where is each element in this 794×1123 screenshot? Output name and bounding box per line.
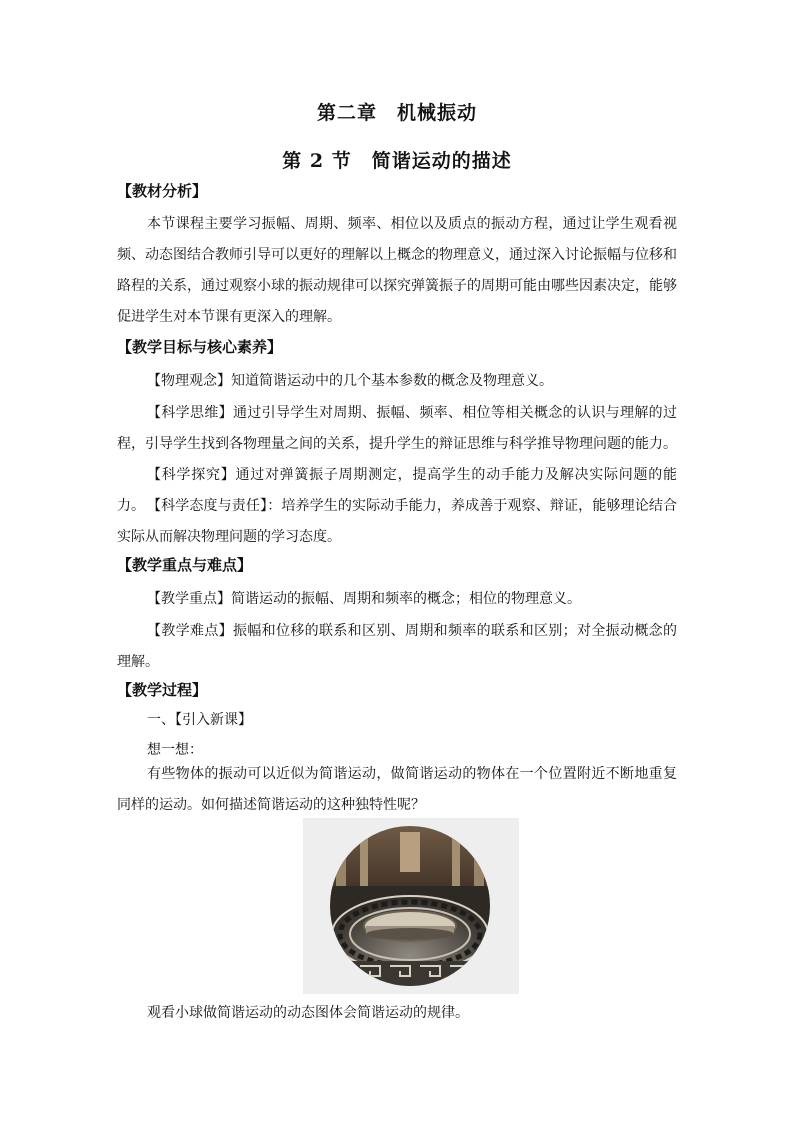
objective-scientific-inquiry: 【科学探究】通过对弹簧振子周期测定，提高学生的动手能力及解决实际问题的能力。: [117, 467, 677, 514]
process-paragraph: 有些物体的振动可以近似为简谐运动，做简谐运动的物体在一个位置附近不断地重复同样的运动。如何描述简谐运动的这种独特性呢？: [117, 766, 677, 813]
process-intro: 一、【引入新课】: [147, 712, 252, 728]
heading-textbook-analysis: 【教材分析】: [117, 182, 208, 200]
paragraph-textbook-analysis: 本节课程主要学习振幅、周期、频率、相位以及质点的振动方程，通过让学生观看视频、动态图结合教师引导可以更好的理解以上概念的物理意义，通过深入讨论振幅与位移和路程的关系，通过观察小球的振动规律可以探究弹簧振子的周期可能由哪些因素决定，能够促进学生对本节课有更深入的理解。: [117, 216, 677, 325]
chapter-title: 第二章 机械振动: [316, 102, 477, 124]
heading-process: 【教学过程】: [117, 681, 208, 699]
heading-key-points: 【教学重点与难点】: [117, 556, 253, 574]
key-point-difficulty: 【教学难点】振幅和位移的联系和区别、周期和频率的联系和区别；对全振动概念的理解。: [117, 623, 677, 670]
key-point-focus: 【教学重点】简谐运动的振幅、周期和频率的概念；相位的物理意义。: [147, 591, 581, 607]
objective-attitude-responsibility: 【科学态度与责任】：培养学生的实际动手能力，养成善于观察、辩证，能够理论结合实际从而解决物理问题的学习态度。: [117, 498, 677, 545]
objective-scientific-thinking: 【科学思维】通过引导学生对周期、振幅、频率、相位等相关概念的认识与理解的过程，引导学生找到各物理量之间的关系，提升学生的辩证思维与科学推导物理问题的能力。: [117, 405, 677, 452]
objective-physics-concept: 【物理观念】知道简谐运动中的几个基本参数的概念及物理意义。: [147, 373, 553, 389]
process-think: 想一想：: [147, 742, 203, 758]
figure-caption: 观看小球做简谐运动的动态图体会简谐运动的规律。: [147, 1005, 469, 1021]
section-title: 第 2 节 简谐运动的描述: [282, 150, 512, 172]
pendulum-photo: [303, 818, 519, 994]
pendulum-photo-circle: [330, 826, 490, 986]
heading-objectives: 【教学目标与核心素养】: [117, 338, 283, 356]
pendulum-scene-graphic: [330, 826, 490, 986]
